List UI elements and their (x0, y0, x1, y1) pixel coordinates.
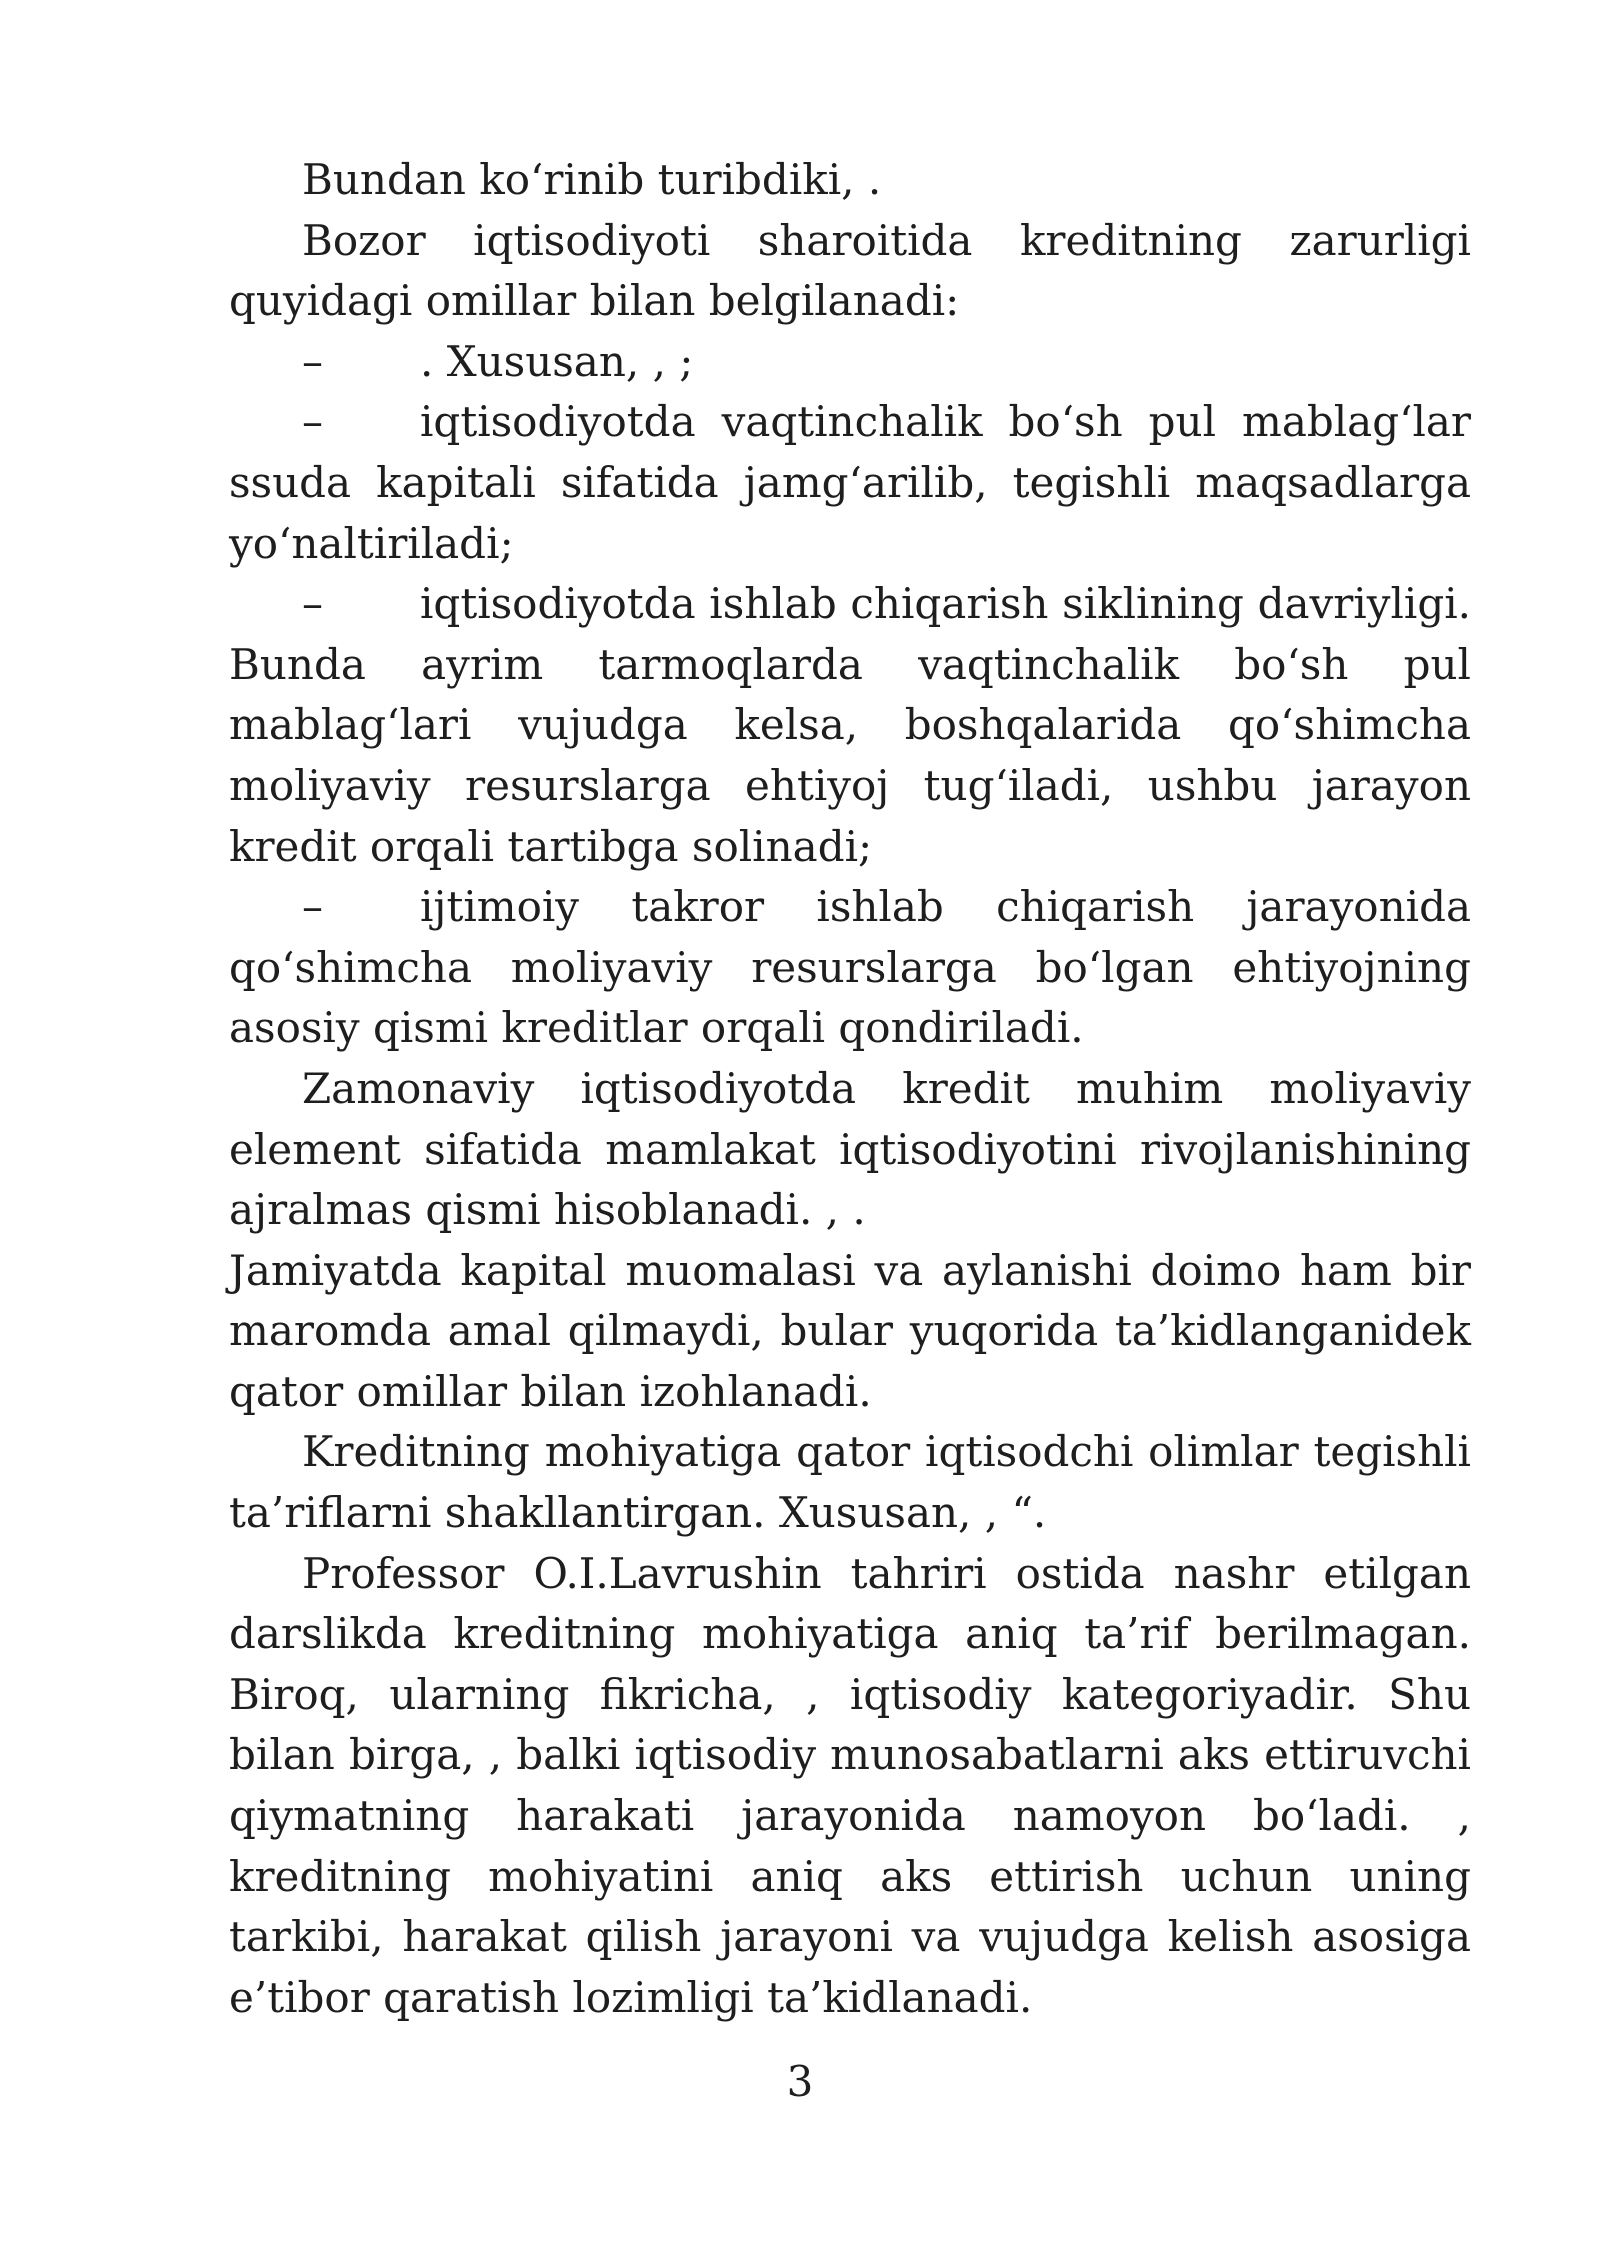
list-item-text: ijtimoiy takror ishlab chiqarish jarayonida qo‘shimcha moliyaviy resurslarga bo‘lgan ehtiyojning asosiy qismi kreditlar orqali qondiriladi. (229, 882, 1471, 1053)
list-item-1 (229, 332, 1471, 393)
dash-marker: – (302, 397, 323, 447)
list-item-2 (229, 392, 1471, 574)
list-item-3 (229, 574, 1471, 877)
page-number: 3 (786, 2057, 814, 2106)
page-body (229, 150, 1471, 2028)
paragraph-2: Bozor iqtisodiyoti sharoitida kreditning zarurligi quyidagi omillar bilan belgilanadi: (229, 215, 1471, 326)
dash-marker: – (302, 579, 323, 629)
paragraph-1: Bundan ko‘rinib turibdiki, . (302, 155, 882, 204)
dash-marker: – (302, 882, 323, 932)
paragraph-4: Jamiyatda kapital muomalasi va aylanishi doimo ham bir maromda amal qilmaydi, bular yuqorida ta’kidlanganidek qator omillar bilan izohlanadi. (229, 1245, 1471, 1416)
list-item-text: . Xususan, , ; (420, 336, 694, 386)
paragraph-5: Kreditning mohiyatiga qator iqtisodchi olimlar tegishli ta’riflarni shakllantirgan. Xususan, , “. (229, 1427, 1471, 1538)
list-item-4 (229, 877, 1471, 1059)
dash-marker: – (302, 336, 323, 386)
list-item-text: iqtisodiyotda vaqtinchalik bo‘sh pul mablag‘lar ssuda kapitali sifatida jamg‘arilib, tegishli maqsadlarga yo‘naltiriladi; (229, 397, 1471, 568)
paragraph-6: Professor O.I.Lavrushin tahriri ostida nashr etilgan darslikda kreditning mohiyatiga aniq ta’rif berilmagan. Biroq, ularning fikricha, , iqtisodiy kategoriyadir. Shu bilan birga, , balki iqtisodiy munosabatlarni aks ettiruvchi qiymatning harakati jarayonida namoyon bo‘ladi. , kreditning mohiyatini aniq aks ettirish uchun uning tarkibi, harakat qilish jarayoni va vujudga kelish asosiga e’tibor qaratish lozimligi ta’kidlanadi. (229, 1548, 1471, 2022)
list-item-text: iqtisodiyotda ishlab chiqarish siklining davriyligi. Bunda ayrim tarmoqlarda vaqtinchalik bo‘sh pul mablag‘lari vujudga kelsa, boshqalarida qo‘shimcha moliyaviy resurslarga ehtiyoj tug‘iladi, ushbu jarayon kredit orqali tartibga solinadi; (229, 579, 1471, 871)
paragraph-3: Zamonaviy iqtisodiyotda kredit muhim moliyaviy element sifatida mamlakat iqtisodiyotini rivojlanishining ajralmas qismi hisoblanadi. , . (229, 1063, 1471, 1235)
